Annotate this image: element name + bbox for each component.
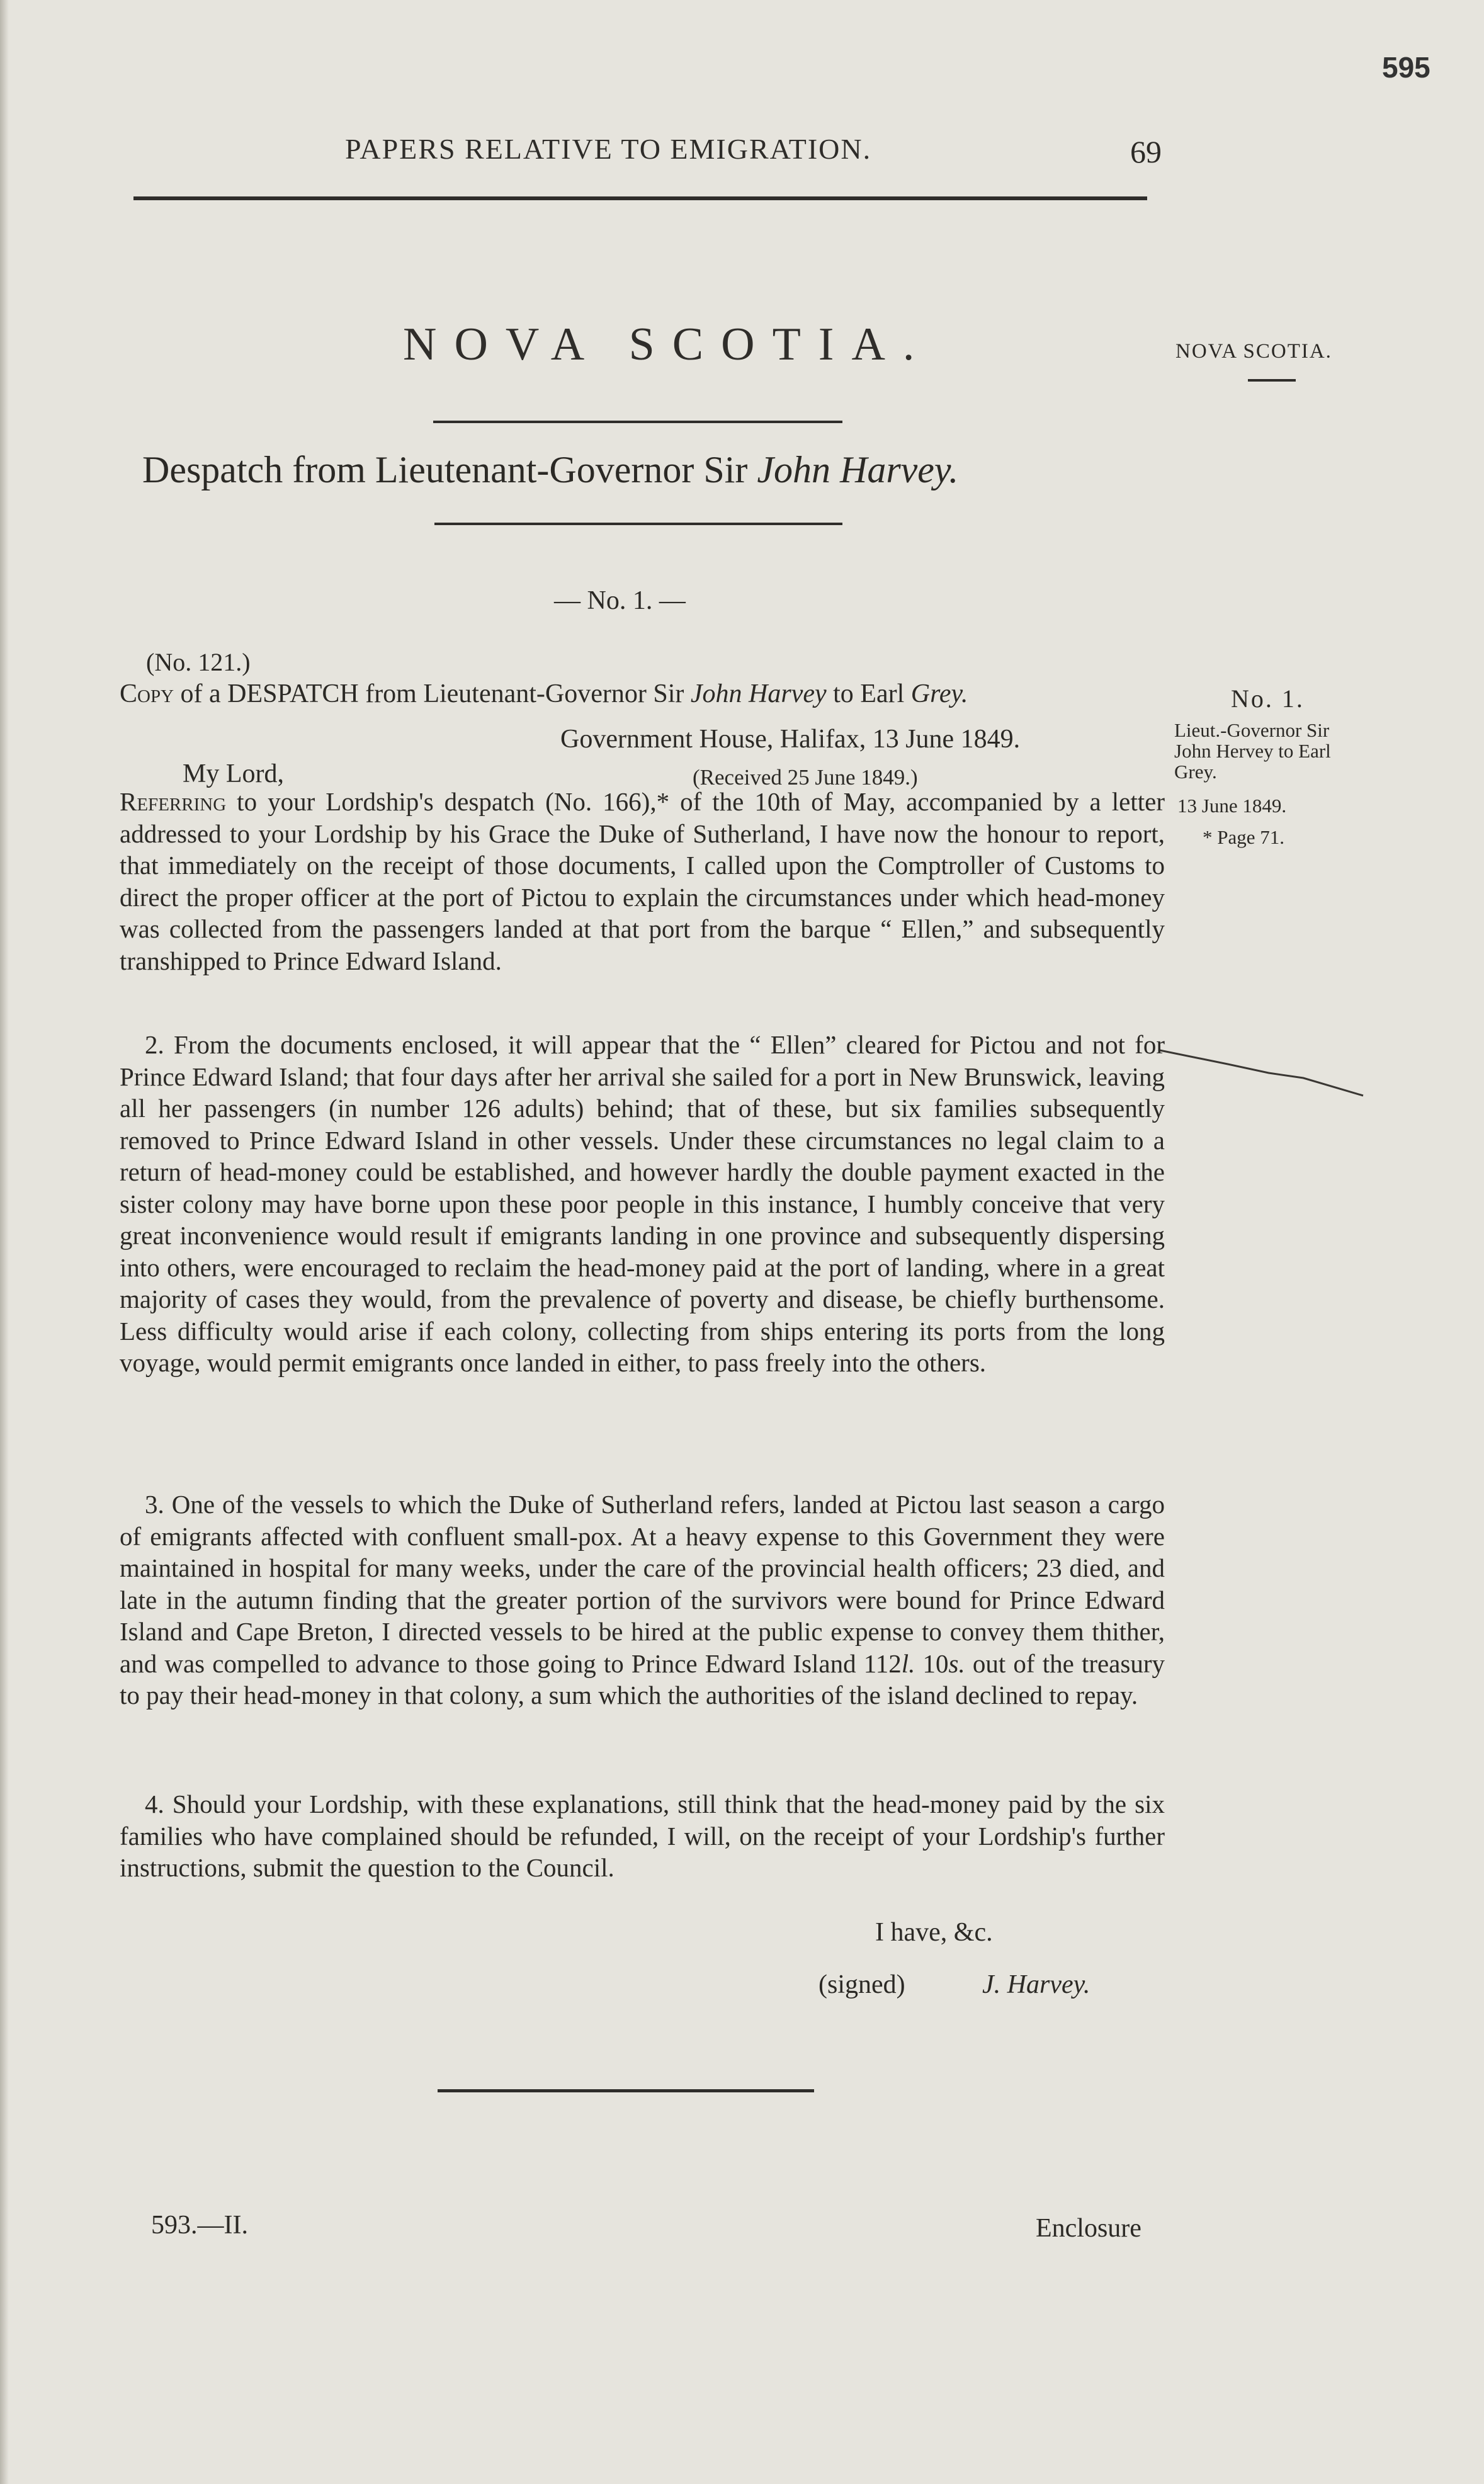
copy-heading xyxy=(120,679,968,709)
paragraph-lead-word: Referring xyxy=(120,787,227,816)
running-head-title: PAPERS RELATIVE TO EMIGRATION. xyxy=(345,133,872,165)
received-date: (Received 25 June 1849.) xyxy=(693,765,918,790)
margin-pointer-line xyxy=(1158,1045,1373,1102)
body-paragraph-4: 4. Should your Lordship, with these explanations, still think that the head-money paid by the six families who have complained should be refunded, I will, on the receipt of your Lordship's further instructions, submit the question to the Council. xyxy=(120,1789,1165,1882)
despatch-heading xyxy=(142,448,958,492)
section-number: — No. 1. — xyxy=(554,586,686,615)
margin-country-rule xyxy=(1248,379,1296,382)
copy-despatch-word: DESPATCH xyxy=(227,679,359,708)
salutation: My Lord, xyxy=(183,759,284,788)
paragraph-3-text-a: 3. One of the vessels to which the Duke of Sutherland refers, landed at Pictou last season a cargo of emigrants affected with confluent small-pox. At a heavy expense to this Government they were maintained in hospital for many weeks, under the care of the provincial health officers; 23 died, and late in the autumn finding that the greater portion of the survivors were bound for Prince Edward Island and Cape Breton, I directed vessels to be hired at the public expense to convey them thither, and was compelled to advance to those going to Prince Edward Island 112 xyxy=(120,1490,1165,1678)
place-and-date: Government House, Halifax, 13 June 1849. xyxy=(560,725,1021,754)
closing: I have, &c. xyxy=(875,1918,993,1947)
document-number: (No. 121.) xyxy=(146,648,251,676)
end-rule xyxy=(438,2089,814,2092)
copy-from: from Lieutenant-Governor Sir xyxy=(365,679,684,708)
despatch-heading-name: John Harvey. xyxy=(757,449,959,491)
title-rule-top xyxy=(433,421,842,423)
copy-to: to Earl xyxy=(833,679,905,708)
signature: J. Harvey. xyxy=(982,1970,1090,1999)
pounds-symbol: l. xyxy=(901,1648,915,1678)
shillings-symbol: s. xyxy=(948,1648,965,1678)
copy-recipient-name: Grey. xyxy=(910,679,968,708)
copy-of-a: of a xyxy=(180,679,221,708)
footer-signature-code: 593.—II. xyxy=(151,2211,248,2240)
header-rule xyxy=(133,196,1147,200)
despatch-heading-prefix: Despatch from Lieutenant-Governor Sir xyxy=(142,449,748,491)
copy-word: Copy xyxy=(120,679,174,708)
body-paragraph-3 xyxy=(120,1489,1165,1711)
body-paragraph-1 xyxy=(120,786,1165,977)
stamped-page-number: 595 xyxy=(1382,51,1430,84)
margin-note-correspondents: Lieut.-Governor Sir John Hervey to Earl Grey. xyxy=(1174,719,1331,783)
country-title: NOVA SCOTIA. xyxy=(403,319,932,370)
paragraph-3-text-b: 10 xyxy=(915,1648,949,1678)
margin-note-page-reference: * Page 71. xyxy=(1203,826,1285,848)
copy-sender-name: John Harvey xyxy=(690,679,827,708)
paragraph-3-text-c: out of the treasury to pay their head-money in that colony, a sum which the authorities of the island declined to repay. xyxy=(120,1648,1165,1710)
signed-label: (signed) xyxy=(818,1970,905,1999)
margin-country-label: NOVA SCOTIA. xyxy=(1175,340,1332,363)
page-edge-shadow xyxy=(0,0,9,2484)
title-rule-bottom xyxy=(434,523,842,525)
margin-note-number: No. 1. xyxy=(1231,684,1305,713)
printed-page-number: 69 xyxy=(1130,134,1162,169)
body-paragraph-2: 2. From the documents enclosed, it will appear that the “ Ellen” cleared for Pictou and not for Prince Edward Island; that four days after her arrival she sailed for a port in New Brunswick, leaving all her passengers (in number 126 adults) behind; that of these, but six families subsequently removed to Prince Edward Island in other vessels. Under these circumstances no legal claim to a return of head-money could be established, and however hardly the double payment exacted in the sister colony may have borne upon these poor people in this instance, I humbly conceive that very great inconvenience would result if emigrants landing in one province and subsequently dispersing into others, were encouraged to reclaim the head-money paid at the port of landing, where in a great majority of cases they would, from the prevalence of poverty and disease, be chiefly burthensome. Less difficulty would arise if each colony, collecting from ships entering its ports from the long voyage, would permit emigrants once landed in either, to pass freely into the others. xyxy=(120,1030,1165,1377)
paragraph-1-text: to your Lordship's despatch (No. 166),* of the 10th of May, accompanied by a letter addressed to your Lordship by his Grace the Duke of Sutherland, I have now the honour to report, that immediately on the receipt of those documents, I called upon the Comptroller of Customs to direct the proper officer at the port of Pictou to explain the circumstances under which head-money was collected from the passengers landed at that port from the barque “ Ellen,” and subsequently transhipped to Prince Edward Island. xyxy=(120,787,1165,975)
margin-note-date: 13 June 1849. xyxy=(1177,795,1287,817)
footer-catchword: Enclosure xyxy=(1036,2214,1141,2243)
